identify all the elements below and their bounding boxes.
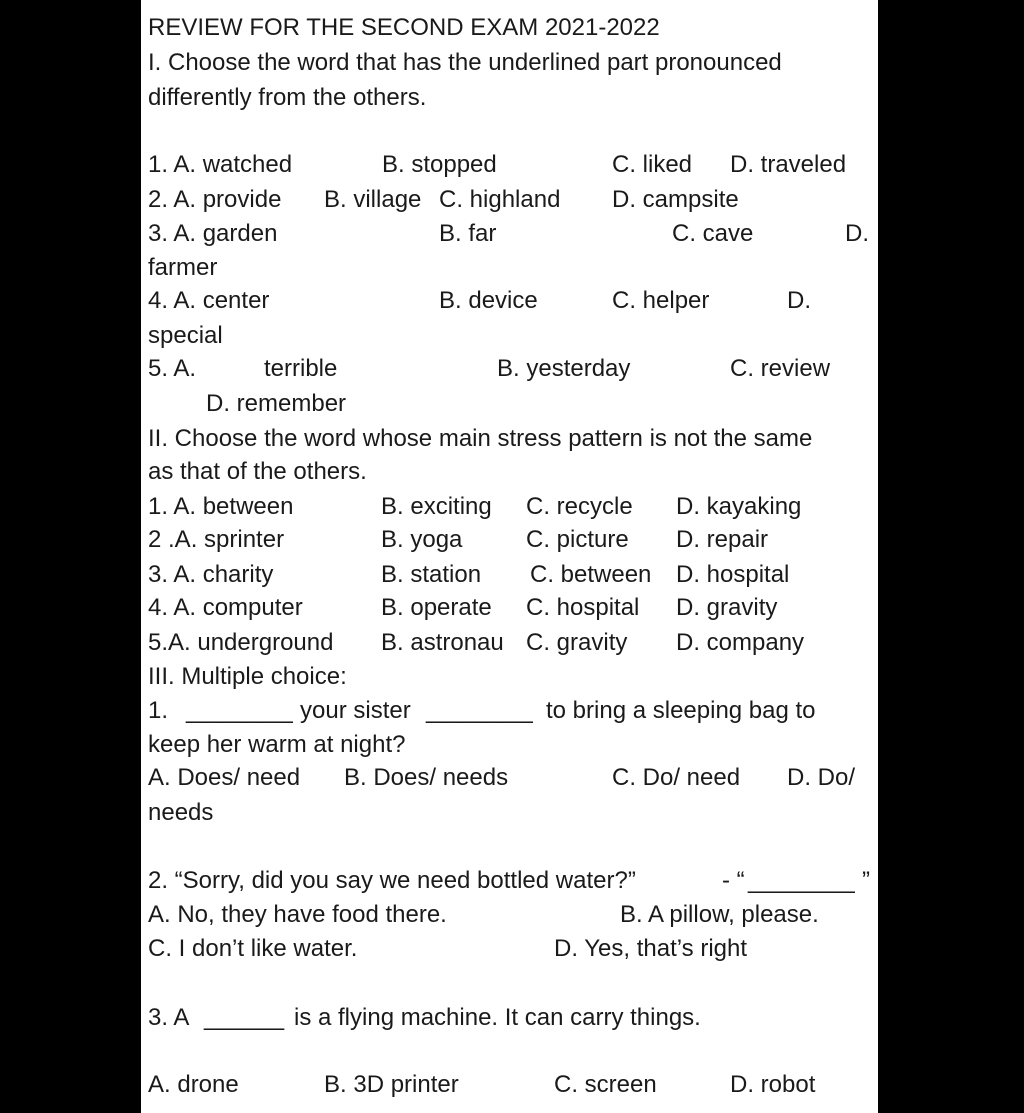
s2-row1-option-c: C. recycle bbox=[526, 493, 633, 520]
s3-q2-option-b: B. A pillow, please. bbox=[620, 901, 819, 928]
s3-q2-question: 2. “Sorry, did you say we need bottled water?” bbox=[148, 867, 636, 894]
s3-q1-option-a: A. Does/ need bbox=[148, 764, 301, 791]
s3-q1-text-end: to bring a sleeping bag to bbox=[546, 697, 816, 724]
s1-q2-option-d: D. campsite bbox=[612, 186, 739, 213]
s1-q1-option-d: D. traveled bbox=[730, 151, 847, 178]
s2-row5-option-c: C. gravity bbox=[526, 629, 628, 656]
s3-q3-text: is a flying machine. It can carry things. bbox=[294, 1004, 701, 1031]
s3-q3-number: 3. A bbox=[148, 1004, 190, 1031]
s3-q2-close-quote: ” bbox=[862, 867, 870, 894]
page-title: REVIEW FOR THE SECOND EXAM 2021-2022 bbox=[148, 14, 660, 41]
s3-q3-option-a: A. drone bbox=[148, 1071, 239, 1098]
s1-q3-option-a: 3. A. garden bbox=[148, 220, 278, 247]
s1-q2-option-b: B. village bbox=[324, 186, 422, 213]
s1-q5-option-c: C. review bbox=[730, 355, 831, 382]
s3-q1-option-b: B. Does/ needs bbox=[344, 764, 509, 791]
s2-row3-option-c: C. between bbox=[530, 561, 652, 588]
s2-row4-option-d: D. gravity bbox=[676, 594, 778, 621]
s1-q3-option-d-label: D. bbox=[845, 220, 869, 247]
s3-q1-blank1: ________ bbox=[186, 697, 293, 724]
section3-heading: III. Multiple choice: bbox=[148, 663, 347, 690]
s2-row1-option-d: D. kayaking bbox=[676, 493, 802, 520]
s3-q1-number: 1. bbox=[148, 697, 169, 724]
section1-heading-cont: differently from the others. bbox=[148, 84, 427, 111]
s1-q3-option-b: B. far bbox=[439, 220, 497, 247]
s2-row2-option-d: D. repair bbox=[676, 526, 769, 553]
s2-row1-option-a: 1. A. between bbox=[148, 493, 294, 520]
s3-q2-option-d: D. Yes, that’s right bbox=[554, 935, 748, 962]
s1-q5-option-b: B. yesterday bbox=[497, 355, 631, 382]
s1-q4-option-d-label: D. bbox=[787, 287, 811, 314]
s1-q5-option-a: terrible bbox=[264, 355, 338, 382]
s1-q4-option-b: B. device bbox=[439, 287, 538, 314]
s1-q4-option-d-word: special bbox=[148, 322, 223, 349]
s3-q1-text-mid: your sister bbox=[300, 697, 411, 724]
s2-row4-option-a: 4. A. computer bbox=[148, 594, 303, 621]
s2-row5-option-b: B. astronau bbox=[381, 629, 504, 656]
s3-q3-blank: ______ bbox=[204, 1004, 285, 1031]
s2-row2-option-b: B. yoga bbox=[381, 526, 463, 553]
s2-row5-option-d: D. company bbox=[676, 629, 805, 656]
s2-row4-option-c: C. hospital bbox=[526, 594, 640, 621]
s3-q3-option-d: D. robot bbox=[730, 1071, 816, 1098]
s2-row1-option-b: B. exciting bbox=[381, 493, 492, 520]
s3-q1-option-c: C. Do/ need bbox=[612, 764, 741, 791]
s2-row3-option-a: 3. A. charity bbox=[148, 561, 274, 588]
s1-q2-option-c: C. highland bbox=[439, 186, 561, 213]
s1-q1-option-b: B. stopped bbox=[382, 151, 497, 178]
s3-q1-option-d: D. Do/ bbox=[787, 764, 856, 791]
s3-q1-option-d-cont: needs bbox=[148, 799, 214, 826]
section2-heading: II. Choose the word whose main stress pattern is not the same bbox=[148, 425, 813, 452]
s1-q5-number: 5. A. bbox=[148, 355, 197, 382]
s3-q2-dash: - “ bbox=[722, 867, 745, 894]
s1-q1-option-a: 1. A. watched bbox=[148, 151, 293, 178]
s3-q1-text-line2: keep her warm at night? bbox=[148, 731, 406, 758]
s2-row2-option-c: C. picture bbox=[526, 526, 629, 553]
s3-q2-option-c: C. I don’t like water. bbox=[148, 935, 358, 962]
s2-row2-option-a: 2 .A. sprinter bbox=[148, 526, 285, 553]
s2-row5-option-a: 5.A. underground bbox=[148, 629, 334, 656]
section2-heading-cont: as that of the others. bbox=[148, 458, 367, 485]
s3-q1-blank2: ________ bbox=[426, 697, 533, 724]
s2-row3-option-b: B. station bbox=[381, 561, 482, 588]
s3-q2-option-a: A. No, they have food there. bbox=[148, 901, 447, 928]
s2-row3-option-d: D. hospital bbox=[676, 561, 790, 588]
s1-q3-option-c: C. cave bbox=[672, 220, 754, 247]
s1-q2-option-a: 2. A. provide bbox=[148, 186, 282, 213]
s1-q4-option-c: C. helper bbox=[612, 287, 710, 314]
s3-q2-blank: ________ bbox=[748, 867, 855, 894]
s3-q3-option-c: C. screen bbox=[554, 1071, 657, 1098]
s1-q1-option-c: C. liked bbox=[612, 151, 693, 178]
s3-q3-option-b: B. 3D printer bbox=[324, 1071, 459, 1098]
section1-heading: I. Choose the word that has the underlined part pronounced bbox=[148, 49, 782, 76]
s1-q4-option-a: 4. A. center bbox=[148, 287, 270, 314]
s1-q3-option-d-word: farmer bbox=[148, 254, 218, 281]
s1-q5-option-d: D. remember bbox=[206, 390, 347, 417]
s2-row4-option-b: B. operate bbox=[381, 594, 492, 621]
